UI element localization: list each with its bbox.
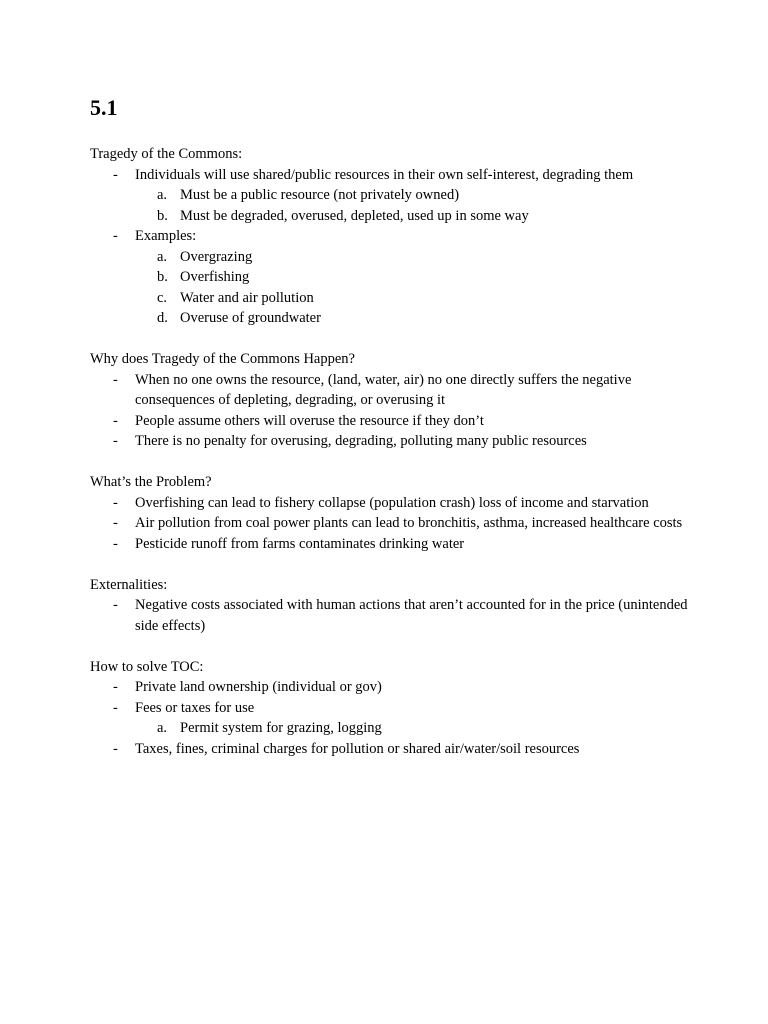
sub-item-text: Overfishing xyxy=(180,269,250,285)
sub-item-text: Water and air pollution xyxy=(180,289,314,306)
bullet-dash: - xyxy=(113,535,118,552)
bullet-dash: - xyxy=(113,679,118,695)
bullet-text: Taxes, fines, criminal charges for pollution or shared air/water/soil resources xyxy=(135,740,580,757)
bullet-text: Overfishing can lead to fishery collapse (population crash) loss of income and starvation xyxy=(135,494,649,511)
bullet-item xyxy=(90,411,690,432)
page-title: 5.1 xyxy=(90,95,118,120)
bullet-dash: - xyxy=(113,699,118,716)
bullet-dash: - xyxy=(113,494,118,511)
bullet-dash: - xyxy=(113,433,118,449)
bullet-text: People assume others will overuse the resource if they don’t xyxy=(135,412,484,429)
bullet-dash: - xyxy=(113,740,118,757)
bullet-dash: - xyxy=(113,597,118,613)
bullet-item xyxy=(90,513,690,534)
sub-item xyxy=(90,247,690,268)
section-heading: Externalities: xyxy=(90,576,168,593)
sub-item-letter: a. xyxy=(157,248,168,265)
sub-item-letter: b. xyxy=(157,269,168,285)
bullet-item xyxy=(90,698,690,719)
sub-item xyxy=(90,185,690,206)
bullet-dash: - xyxy=(113,228,118,244)
bullet-text: Fees or taxes for use xyxy=(135,699,255,716)
document-page xyxy=(90,92,690,780)
bullet-item xyxy=(90,677,690,698)
sub-item-text: Must be a public resource (not privately owned) xyxy=(180,187,460,203)
bullet-text: Air pollution from coal power plants can lead to bronchitis, asthma, increased healthcare costs xyxy=(135,515,683,531)
sub-item xyxy=(90,288,690,309)
sub-item xyxy=(90,206,690,227)
bullet-text: Examples: xyxy=(135,228,197,244)
sub-item-letter: b. xyxy=(157,207,168,224)
bullet-item xyxy=(90,431,690,452)
section xyxy=(90,657,690,760)
bullet-item xyxy=(90,739,690,760)
bullet-dash: - xyxy=(113,371,118,388)
bullet-text: Private land ownership (individual or gov) xyxy=(135,679,382,695)
sub-item-text: Overgrazing xyxy=(180,248,253,265)
bullet-dash: - xyxy=(113,515,118,531)
section xyxy=(90,575,690,637)
bullet-item xyxy=(90,595,690,636)
section xyxy=(90,349,690,452)
section xyxy=(90,144,690,329)
section-heading: Why does Tragedy of the Commons Happen? xyxy=(90,351,355,367)
bullet-text: There is no penalty for overusing, degrading, polluting many public resources xyxy=(135,433,587,449)
section-heading: What’s the Problem? xyxy=(90,474,212,490)
bullet-item xyxy=(90,370,690,411)
sub-item-letter: a. xyxy=(157,187,168,203)
sub-item-text: Permit system for grazing, logging xyxy=(180,720,382,736)
bullet-text: Negative costs associated with human actions that aren’t accounted for in the price (unintended side effects) xyxy=(135,597,688,634)
sub-item-text: Overuse of groundwater xyxy=(180,310,321,326)
sub-item xyxy=(90,308,690,329)
bullet-item xyxy=(90,165,690,186)
bullet-dash: - xyxy=(113,412,118,429)
bullet-dash: - xyxy=(113,166,118,183)
bullet-item xyxy=(90,493,690,514)
sub-item-letter: c. xyxy=(157,289,168,306)
section xyxy=(90,472,690,554)
section-heading: Tragedy of the Commons: xyxy=(90,146,243,162)
sub-item xyxy=(90,718,690,739)
sub-item-letter: a. xyxy=(157,720,168,736)
sections-container xyxy=(90,144,690,759)
bullet-text: Pesticide runoff from farms contaminates drinking water xyxy=(135,535,465,552)
bullet-item xyxy=(90,534,690,555)
bullet-text: Individuals will use shared/public resources in their own self-interest, degrading them xyxy=(135,166,634,183)
section-heading: How to solve TOC: xyxy=(90,658,204,675)
sub-item xyxy=(90,267,690,288)
bullet-item xyxy=(90,226,690,247)
bullet-text: When no one owns the resource, (land, water, air) no one directly suffers the negative consequences of depleting, degrading, or overusing it xyxy=(135,371,632,408)
sub-item-letter: d. xyxy=(157,310,168,326)
sub-item-text: Must be degraded, overused, depleted, used up in some way xyxy=(180,207,529,224)
